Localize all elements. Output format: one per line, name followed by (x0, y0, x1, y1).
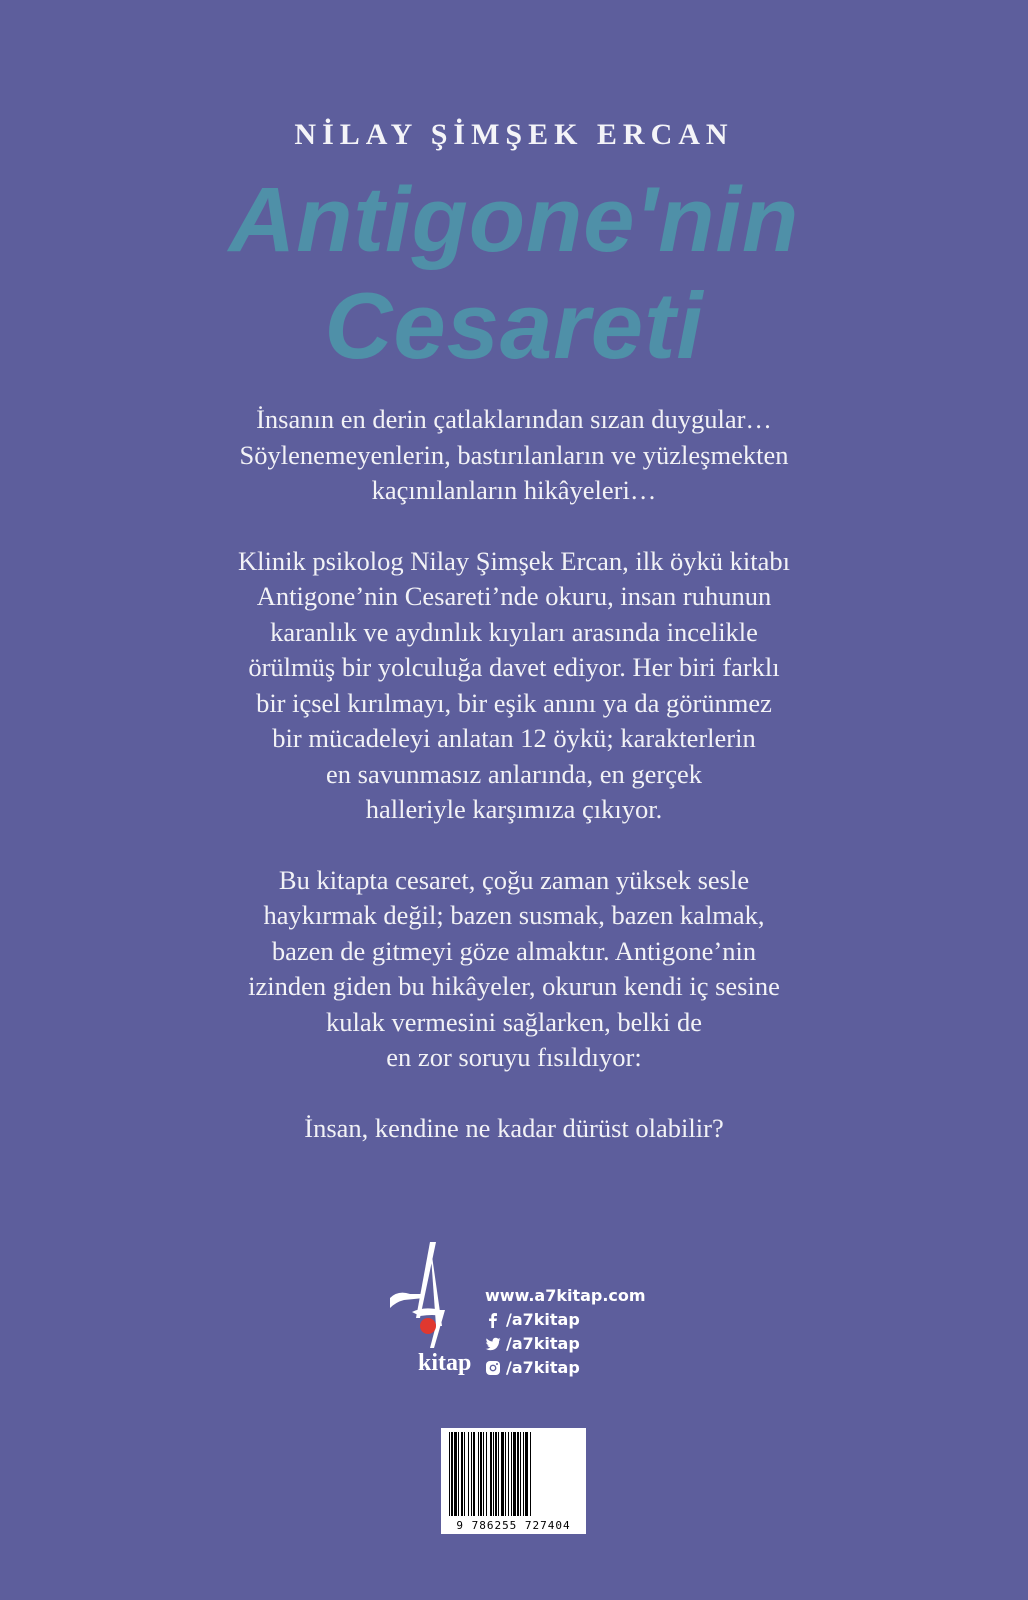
facebook-icon (485, 1312, 501, 1328)
blurb-line: halleriyle karşımıza çıkıyor. (365, 794, 663, 824)
barcode-bar (525, 1432, 528, 1516)
blurb-line: kulak vermesini sağlarken, belki de (325, 1006, 703, 1037)
barcode-bar (513, 1432, 516, 1516)
barcode-bar (454, 1432, 457, 1516)
publisher-contacts (485, 1284, 646, 1380)
barcode-bar (517, 1432, 519, 1516)
book-title-line-1: Antigone'nin (228, 169, 800, 271)
blurb-line: bir içsel kırılmayı, bir eşik anını ya da görünmez (256, 687, 772, 718)
barcode-bar (480, 1432, 482, 1516)
instagram-handle[interactable]: /a7kitap (506, 1358, 580, 1377)
barcode-bar (449, 1432, 450, 1516)
blurb-paragraph-3 (150, 863, 878, 1076)
instagram-row[interactable] (485, 1356, 646, 1380)
instagram-icon (485, 1360, 501, 1376)
twitter-icon (485, 1336, 501, 1352)
blurb-line: İnsanın en derin çatlaklarından sızan duygular… (256, 404, 772, 434)
barcode-bar (478, 1432, 479, 1516)
facebook-handle[interactable]: /a7kitap (506, 1310, 580, 1329)
barcode-bar (493, 1432, 494, 1516)
twitter-row[interactable] (485, 1332, 646, 1356)
barcode-bar (523, 1432, 524, 1516)
blurb-line: örülmüş bir yolculuğa davet ediyor. Her biri farklı (248, 652, 780, 682)
blurb-line: Antigone’nin Cesareti’nde okuru, insan ruhunun (256, 581, 772, 611)
barcode-bar (520, 1432, 521, 1516)
barcode-bar (498, 1432, 499, 1516)
barcode-bar (511, 1432, 512, 1516)
barcode-bar (471, 1432, 472, 1516)
blurb-paragraph-1 (150, 402, 878, 509)
author-name: NİLAY ŞİMŞEK ERCAN (294, 118, 734, 151)
barcode-bar (458, 1432, 459, 1516)
publisher-logo-text: kitap (418, 1350, 472, 1376)
blurb-line: izinden giden bu hikâyeler, okurun kendi iç sesine (248, 971, 780, 1001)
barcode-bar (483, 1432, 484, 1516)
blurb-line: Söylenemeyenlerin, bastırılanların ve yüzleşmekten (239, 439, 789, 470)
logo-red-dot (420, 1318, 436, 1334)
back-cover-blurb (150, 402, 878, 1181)
blurb-paragraph-2 (150, 544, 878, 828)
barcode-bar (461, 1432, 463, 1516)
barcode-bar (505, 1432, 506, 1516)
barcode-bar (468, 1432, 469, 1516)
facebook-row[interactable] (485, 1308, 646, 1332)
blurb-line: bir mücadeleyi anlatan 12 öykü; karakterlerin (272, 723, 756, 753)
twitter-handle[interactable]: /a7kitap (506, 1334, 580, 1353)
barcode-bar (486, 1432, 487, 1516)
barcode-bar (464, 1432, 465, 1516)
isbn-number: 9 786255 727404 (456, 1519, 571, 1532)
blurb-line: İnsan, kendine ne kadar dürüst olabilir? (304, 1112, 724, 1143)
website-row[interactable] (485, 1284, 646, 1308)
barcode-bars-icon (447, 1432, 580, 1516)
barcode-bar (530, 1432, 531, 1516)
barcode-bar (490, 1432, 492, 1516)
blurb-line: Bu kitapta cesaret, çoğu zaman yüksek sesle (278, 864, 750, 895)
isbn-barcode (441, 1428, 586, 1534)
blurb-line: en savunmasız anlarında, en gerçek (326, 758, 702, 789)
blurb-line: kaçınılanların hikâyeleri… (371, 475, 657, 505)
book-title-line-2: Cesareti (324, 273, 704, 378)
barcode-bar (473, 1432, 475, 1516)
blurb-line: karanlık ve aydınlık kıyıları arasında incelikle (270, 616, 758, 647)
barcode-bar (508, 1432, 509, 1516)
barcode-bar (451, 1432, 453, 1516)
blurb-closing-question (150, 1111, 878, 1147)
website-link[interactable]: www.a7kitap.com (485, 1286, 646, 1305)
barcode-bar (495, 1432, 497, 1516)
blurb-line: en zor soruyu fısıldıyor: (386, 1042, 642, 1072)
blurb-line: bazen de gitmeyi göze almaktır. Antigone’nin (271, 935, 757, 966)
barcode-bar (501, 1432, 504, 1516)
blurb-line: haykırmak değil; bazen susmak, bazen kalmak, (263, 900, 765, 930)
blurb-line: Klinik psikolog Nilay Şimşek Ercan, ilk öykü kitabı (237, 545, 791, 576)
